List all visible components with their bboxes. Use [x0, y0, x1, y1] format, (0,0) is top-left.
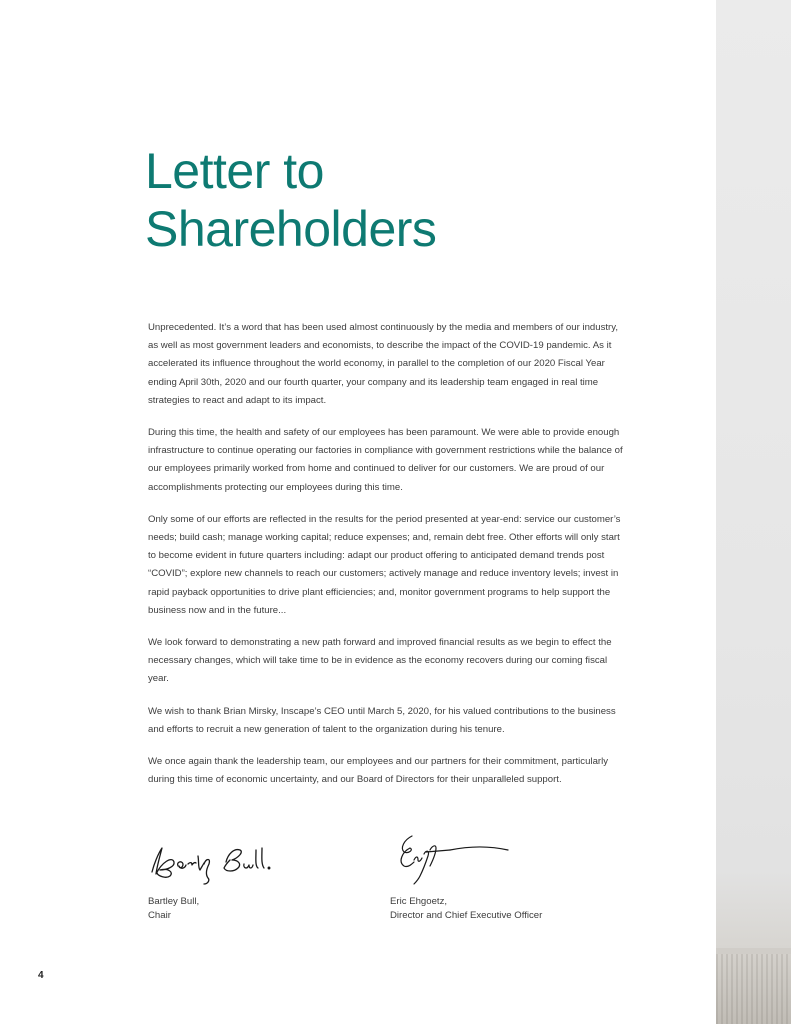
chair-name: Bartley Bull, [148, 896, 200, 907]
letter-paragraph: Only some of our efforts are reflected in the results for the period presented at year-end: service our customer’s needs; build cash; manage working capital; reduce expenses; and, remain debt free. Other efforts will only start to become evident in future quarters including: adapt our product offering to anticipated demand trends post “COVID”; explore new channels to reach our customers; actively manage and reduce inventory levels; invest in rapid payback opportunities to drive plant efficiencies; and, monitor government programs to help support the business now and in the future... [148, 513, 621, 616]
cover-photo-strip [716, 0, 791, 1024]
chair-signature-block [148, 832, 298, 923]
letter-paragraph: We look forward to demonstrating a new path forward and improved financial results as we begin to effect the necessary changes, which will take time to be in evidence as the economy recovers during our coming fiscal year. [148, 637, 612, 685]
letter-body [148, 319, 624, 803]
ceo-signature-block [390, 832, 542, 923]
letter-paragraph: We wish to thank Brian Mirsky, Inscape’s CEO until March 5, 2020, for his valued contributions to the business and efforts to recruit a new generation of talent to the organization during his tenure. [148, 705, 616, 735]
page-number: 4 [38, 970, 44, 981]
ceo-title: Director and Chief Executive Officer [390, 910, 543, 921]
ceo-signature-icon [390, 832, 540, 887]
title-line-1: Letter to [145, 143, 324, 199]
chair-title: Chair [148, 910, 171, 921]
letter-paragraph: Unprecedented. It’s a word that has been used almost continuously by the media and members of our industry, as well as most government leaders and economists, to describe the impact of the COVID-19 pandemic. As it accelerated its influence throughout the world economy, in parallel to the completion of our 2020 Fiscal Year ending April 30th, 2020 and our fourth quarter, your company and its leadership team engaged in real time strategies to react and adapt to its impact. [148, 322, 619, 406]
photo-floor [716, 954, 791, 1024]
chair-signature-icon [148, 832, 298, 887]
letter-paragraph: We once again thank the leadership team, our employees and our partners for their commitment, particularly during this time of economic uncertainty, and our Board of Directors for their unparalleled support. [148, 756, 609, 786]
page-title [145, 142, 436, 258]
ceo-name: Eric Ehgoetz, [390, 896, 448, 907]
letter-paragraph: During this time, the health and safety of our employees has been paramount. We were able to provide enough infrastructure to continue operating our factories in compliance with government restrictions while the balance of our employees primarily worked from home and continued to deliver for our customers. We are proud of our accomplishments protecting our employees during this time. [148, 427, 623, 493]
title-line-2: Shareholders [145, 201, 437, 257]
